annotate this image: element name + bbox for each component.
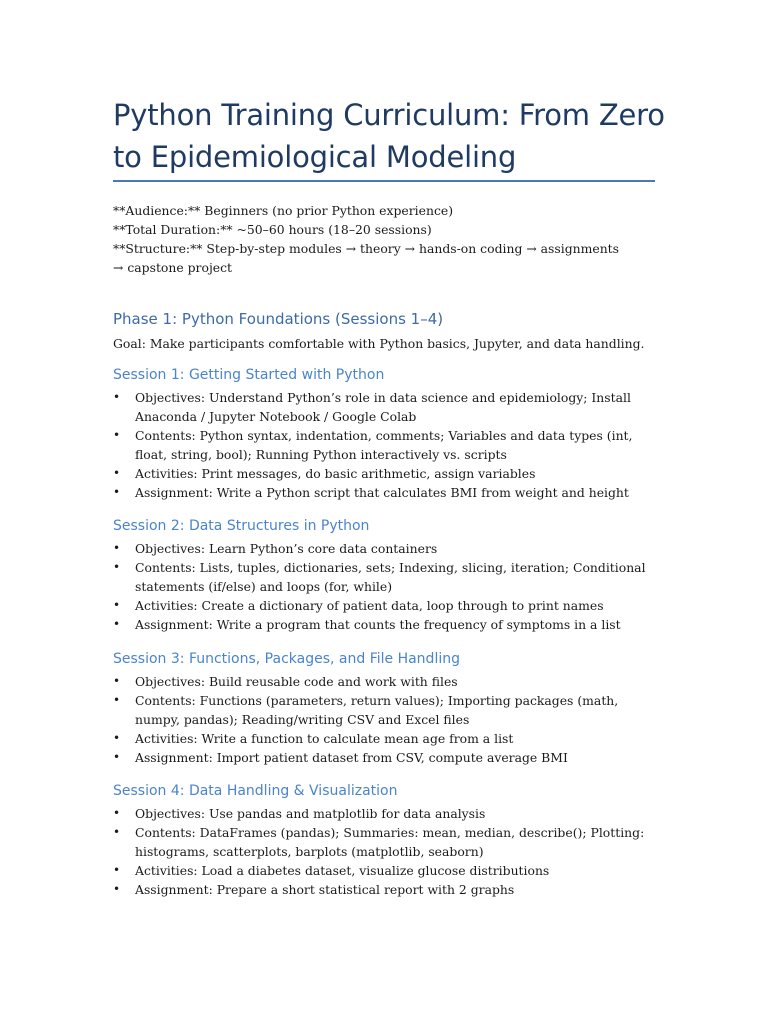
list-item (113, 558, 653, 596)
session-heading: Session 1: Getting Started with Python (113, 367, 385, 383)
bullet-icon: • (113, 428, 121, 442)
list-item-text: Objectives: Understand Python’s role in data science and epidemiology; Install Anaconda / Jupyter Notebook / Google Colab (135, 390, 631, 424)
session-4 (113, 780, 653, 899)
list-item (113, 804, 653, 823)
bullet-icon: • (113, 541, 121, 555)
list-item-text: Objectives: Learn Python’s core data containers (135, 541, 438, 556)
list-item (113, 464, 653, 483)
bullet-icon: • (113, 560, 121, 574)
list-item (113, 596, 653, 615)
list-item (113, 691, 653, 729)
list-item (113, 483, 653, 502)
session-heading: Session 2: Data Structures in Python (113, 518, 370, 534)
bullet-icon: • (113, 731, 121, 745)
list-item-text: Assignment: Prepare a short statistical report with 2 graphs (135, 882, 515, 897)
list-item (113, 729, 653, 748)
list-item (113, 823, 653, 861)
list-item-text: Activities: Write a function to calculate mean age from a list (135, 731, 514, 746)
list-item (113, 672, 653, 691)
bullet-icon: • (113, 598, 121, 612)
session-heading: Session 3: Functions, Packages, and File Handling (113, 651, 460, 667)
meta-audience: **Audience:** Beginners (no prior Python experience) (113, 203, 454, 218)
meta-structure: **Structure:** Step-by-step modules → theory → hands-on coding → assignments → capstone project (113, 241, 620, 275)
list-item (113, 861, 653, 880)
session-bullet-list (113, 672, 653, 767)
list-item-text: Objectives: Build reusable code and work with files (135, 674, 458, 689)
list-item-text: Assignment: Write a program that counts the frequency of symptoms in a list (135, 617, 621, 632)
list-item-text: Contents: Lists, tuples, dictionaries, sets; Indexing, slicing, iteration; Conditional statements (if/else) and loops (for, while) (135, 560, 646, 594)
list-item-text: Activities: Create a dictionary of patient data, loop through to print names (135, 598, 604, 613)
session-bullet-list (113, 388, 653, 502)
session-heading: Session 4: Data Handling & Visualization (113, 783, 398, 799)
list-item (113, 426, 653, 464)
bullet-icon: • (113, 882, 121, 896)
title-underline (113, 180, 655, 182)
list-item-text: Activities: Print messages, do basic arithmetic, assign variables (135, 466, 536, 481)
bullet-icon: • (113, 674, 121, 688)
document-title: Python Training Curriculum: From Zero to Epidemiological Modeling (113, 98, 665, 174)
bullet-icon: • (113, 390, 121, 404)
list-item (113, 615, 653, 634)
meta-block (113, 201, 633, 277)
meta-duration: **Total Duration:** ~50–60 hours (18–20 sessions) (113, 222, 432, 237)
session-bullet-list (113, 804, 653, 899)
bullet-icon: • (113, 466, 121, 480)
phase-heading: Phase 1: Python Foundations (Sessions 1–4) (113, 310, 444, 328)
session-bullet-list (113, 539, 653, 634)
list-item-text: Activities: Load a diabetes dataset, visualize glucose distributions (135, 863, 550, 878)
list-item-text: Assignment: Write a Python script that calculates BMI from weight and height (135, 485, 629, 500)
list-item-text: Contents: Python syntax, indentation, comments; Variables and data types (int, float, string, bool); Running Python interactively vs. scripts (135, 428, 633, 462)
list-item-text: Contents: Functions (parameters, return values); Importing packages (math, numpy, pandas); Reading/writing CSV and Excel files (135, 693, 619, 727)
list-item (113, 539, 653, 558)
list-item (113, 748, 653, 767)
phase-goal: Goal: Make participants comfortable with Python basics, Jupyter, and data handling. (113, 336, 645, 351)
session-1 (113, 364, 653, 502)
session-3 (113, 648, 653, 767)
bullet-icon: • (113, 693, 121, 707)
bullet-icon: • (113, 750, 121, 764)
session-2 (113, 515, 653, 634)
bullet-icon: • (113, 863, 121, 877)
bullet-icon: • (113, 806, 121, 820)
list-item-text: Contents: DataFrames (pandas); Summaries: mean, median, describe(); Plotting: histograms, scatterplots, barplots (matplotlib, seaborn) (135, 825, 645, 859)
list-item-text: Objectives: Use pandas and matplotlib for data analysis (135, 806, 486, 821)
list-item (113, 388, 653, 426)
bullet-icon: • (113, 825, 121, 839)
list-item-text: Assignment: Import patient dataset from CSV, compute average BMI (135, 750, 568, 765)
bullet-icon: • (113, 617, 121, 631)
list-item (113, 880, 653, 899)
bullet-icon: • (113, 485, 121, 499)
